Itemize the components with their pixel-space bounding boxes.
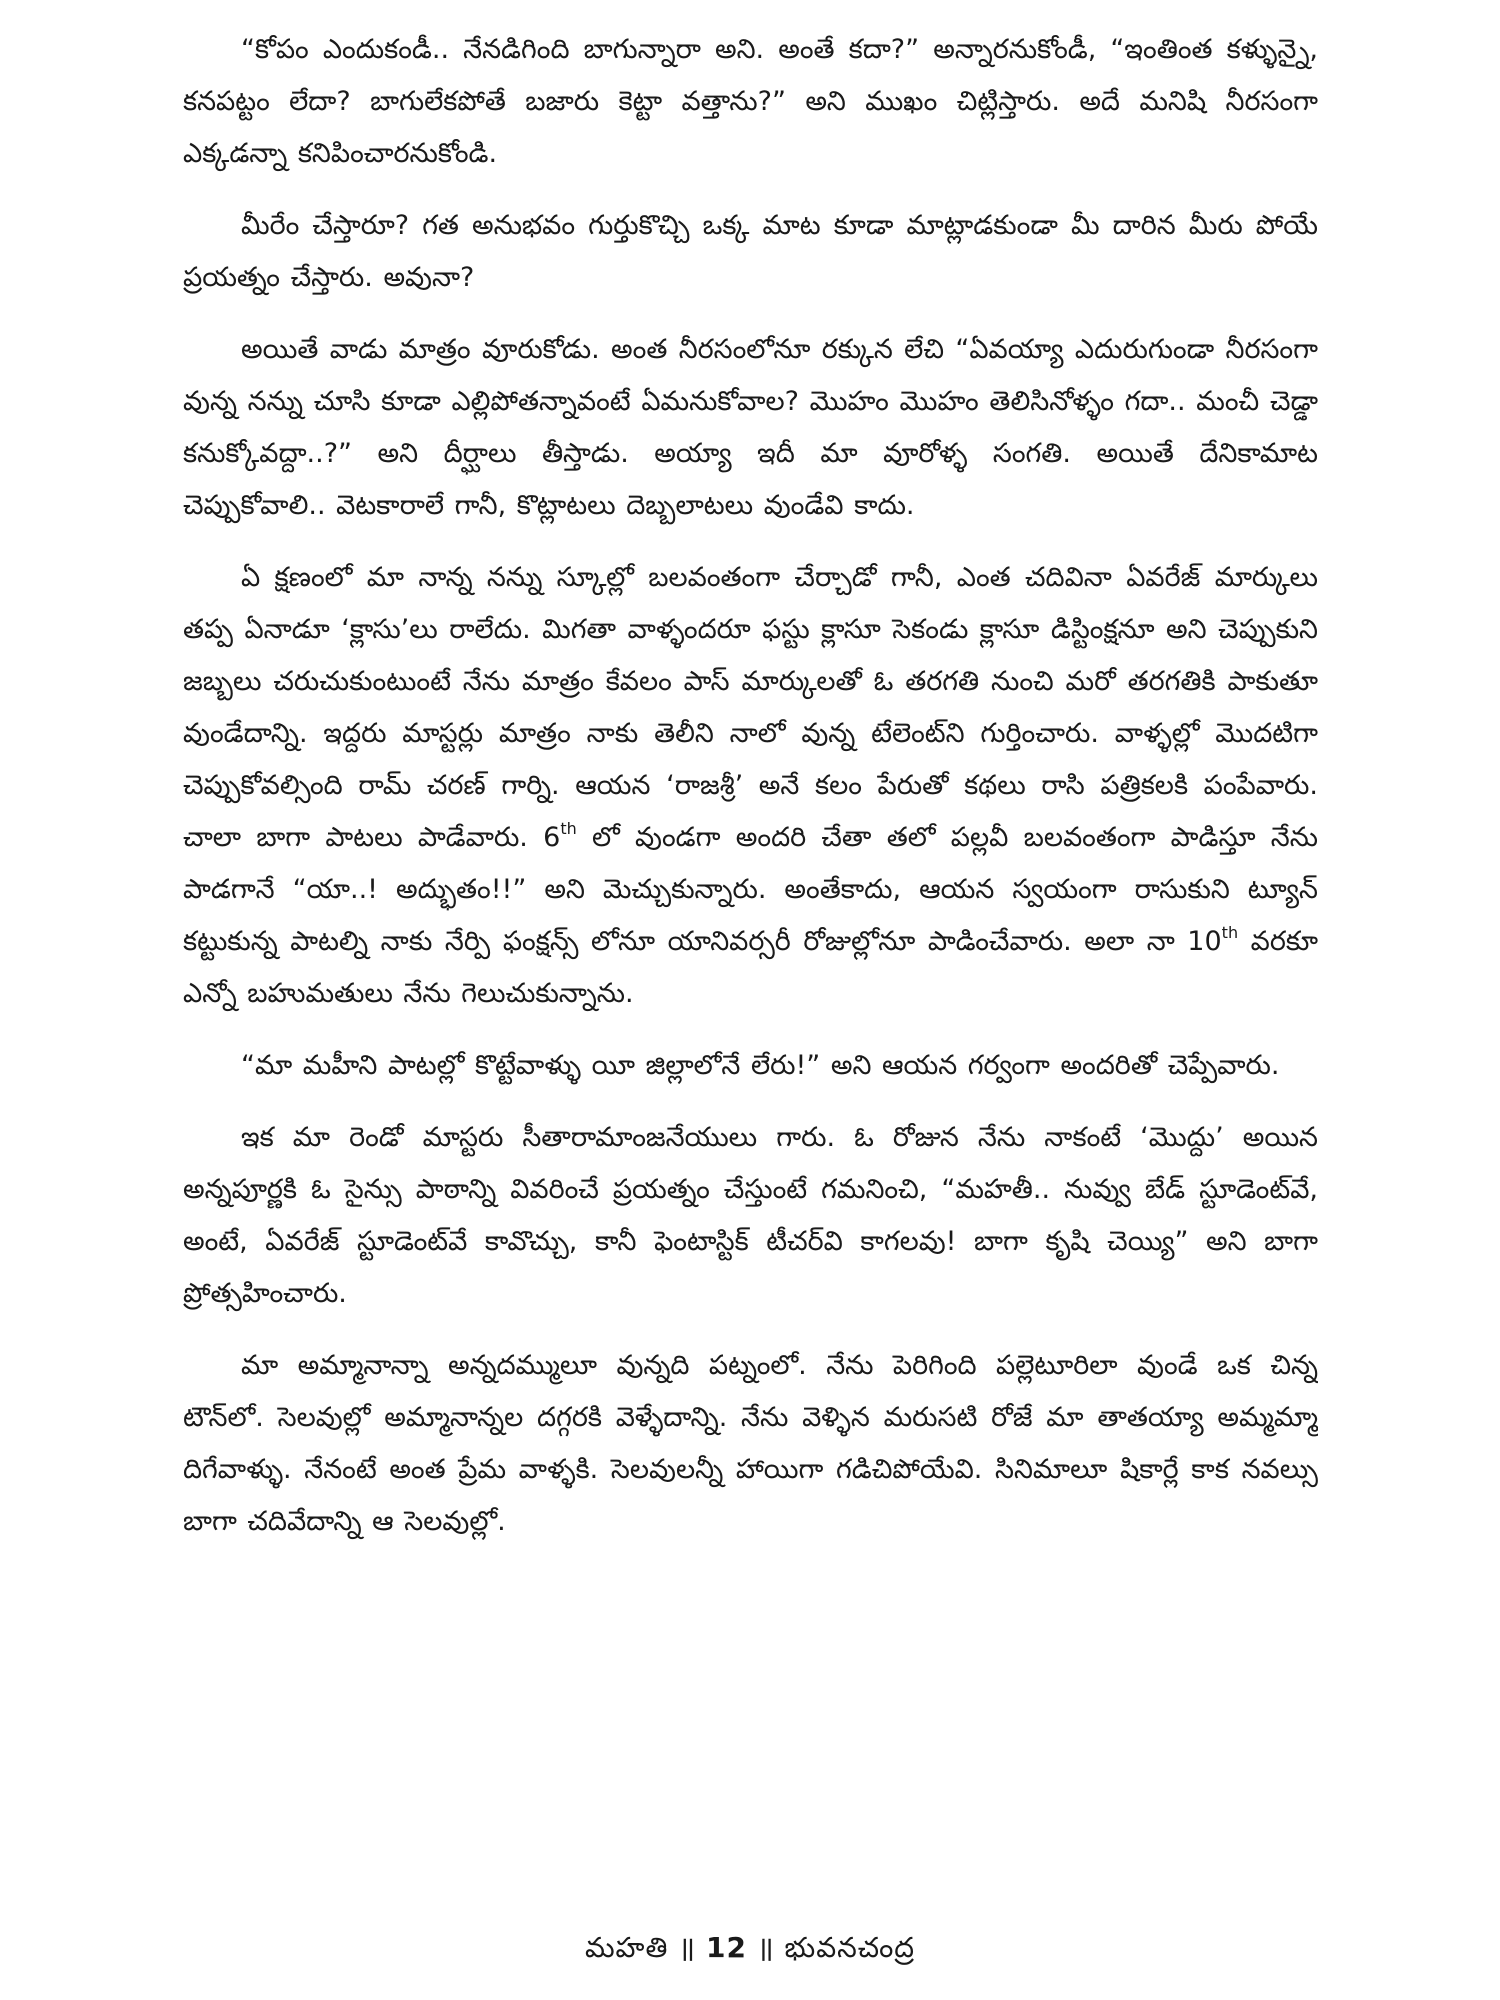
page-body (183, 24, 1318, 1924)
paragraph-text: మా అమ్మానాన్నా అన్నదమ్ములూ వున్నది పట్నంలో. నేను పెరిగింది పల్లెటూరిలా వుండే ఒక చిన్న టౌన్‌లో. సెలవుల్లో అమ్మానాన్నల దగ్గరకి వెళ్ళేదాన్ని. నేను వెళ్ళిన మరుసటి రోజే మా తాతయ్యా అమ్మమ్మా దిగేవాళ్ళు. నేనంటే అంత ప్రేమ వాళ్ళకి. సెలవులన్నీ హాయిగా గడిచిపోయేవి. సినిమాలూ షికార్లే కాక నవల్సు బాగా చదివేదాన్ని ఆ సెలవుల్లో. (183, 1350, 1318, 1537)
ordinal-suffix: th (1221, 923, 1239, 942)
paragraph-2 (183, 200, 1318, 304)
footer-separator: ॥ (678, 1931, 697, 1964)
book-title: మహతి (584, 1931, 669, 1964)
paragraph-text: “కోపం ఎందుకండీ.. నేనడిగింది బాగున్నారా అని. అంతే కదా?” అన్నారనుకోండీ, “ఇంతింత కళ్ళున్నై, కనపట్టం లేదా? బాగులేకపోతే బజారు కెట్టా వత్తాను?” అని ముఖం చిట్లిస్తారు. అదే మనిషి నీరసంగా ఎక్కడన్నా కనిపించారనుకోండి. (183, 34, 1318, 169)
paragraph-text: ఇక మా రెండో మాస్టరు సీతారామాంజనేయులు గారు. ఓ రోజున నేను నాకంటే ‘మొద్దు’ అయిన అన్నపూర్ణకి ఓ సైన్సు పాఠాన్ని వివరించే ప్రయత్నం చేస్తుంటే గమనించి, “మహతీ.. నువ్వు బేడ్ స్టూడెంట్‌వే, అంటే, ఏవరేజ్ స్టూడెంట్‌వే కావొచ్చు, కానీ ఫెంటాస్టిక్ టీచర్‌వి కాగలవు! బాగా కృషి చెయ్యి” అని బాగా ప్రోత్సహించారు. (183, 1122, 1318, 1309)
footer-separator: ॥ (756, 1931, 775, 1964)
page-footer (0, 1928, 1500, 1968)
paragraph-5 (183, 1040, 1318, 1092)
paragraph-1 (183, 24, 1318, 180)
paragraph-text: వరకూ ఎన్నో బహుమతులు నేను గెలుచుకున్నాను. (183, 926, 1318, 1009)
paragraph-6 (183, 1112, 1318, 1320)
ordinal-suffix: th (560, 819, 577, 838)
paragraph-text: ఏ క్షణంలో మా నాన్న నన్ను స్కూల్లో బలవంతంగా చేర్చాడో గానీ, ఎంత చదివినా ఏవరేజ్ మార్కులు తప్ప ఏనాడూ ‘క్లాసు’లు రాలేదు. మిగతా వాళ్ళందరూ ఫస్టు క్లాసూ సెకండు క్లాసూ డిస్టింక్షనూ అని చెప్పుకుని జబ్బలు చరుచుకుంటుంటే నేను మాత్రం కేవలం పాస్ మార్కులతో ఓ తరగతి నుంచి మరో తరగతికి పాకుతూ వుండేదాన్ని. ఇద్దరు మాస్టర్లు మాత్రం నాకు తెలీని నాలో వున్న టేలెంట్‌ని గుర్తించారు. వాళ్ళల్లో మొదటిగా చెప్పుకోవల్సింది రామ్ చరణ్ గార్ని. ఆయన ‘రాజశ్రీ’ అనే కలం పేరుతో కథలు రాసి పత్రికలకి పంపేవారు. చాలా బాగా పాటలు పాడేవారు. 6 (183, 562, 1318, 853)
paragraph-text: అయితే వాడు మాత్రం వూరుకోడు. అంత నీరసంలోనూ రక్కున లేచి “ఏవయ్యా ఎదురుగుండా నీరసంగా వున్న నన్ను చూసి కూడా ఎల్లిపోతన్నావంటే ఏమనుకోవాల? మొహం మొహం తెలిసినోళ్ళం గదా.. మంచీ చెడ్డా కనుక్కోవద్దా..?” అని దీర్ఘాలు తీస్తాడు. అయ్యా ఇదీ మా వూరోళ్ళ సంగతి. అయితే దేనికామాట చెప్పుకోవాలి.. వెటకారాలే గానీ, కొట్లాటలు దెబ్బలాటలు వుండేవి కాదు. (183, 334, 1318, 521)
page-number: 12 (705, 1931, 747, 1964)
paragraph-3 (183, 324, 1318, 532)
paragraph-text: మీరేం చేస్తారూ? గత అనుభవం గుర్తుకొచ్చి ఒక్క మాట కూడా మాట్లాడకుండా మీ దారిన మీరు పోయే ప్రయత్నం చేస్తారు. అవునా? (183, 210, 1318, 293)
paragraph-text: “మా మహీని పాటల్లో కొట్టేవాళ్ళు యీ జిల్లాలోనే లేరు!” అని ఆయన గర్వంగా అందరితో చెప్పేవారు. (241, 1050, 1280, 1081)
paragraph-text: లో వుండగా అందరి చేతా తలో పల్లవీ బలవంతంగా పాడిస్తూ నేను పాడగానే “యా..! అద్భుతం!!” అని మెచ్చుకున్నారు. అంతేకాదు, ఆయన స్వయంగా రాసుకుని ట్యూన్ కట్టుకున్న పాటల్ని నాకు నేర్పి ఫంక్షన్స్ లోనూ యానివర్సరీ రోజుల్లోనూ పాడించేవారు. అలా నా 10 (183, 822, 1318, 957)
author-name: భువనచంద్ర (784, 1931, 916, 1964)
paragraph-4 (183, 552, 1318, 1020)
paragraph-7 (183, 1340, 1318, 1548)
